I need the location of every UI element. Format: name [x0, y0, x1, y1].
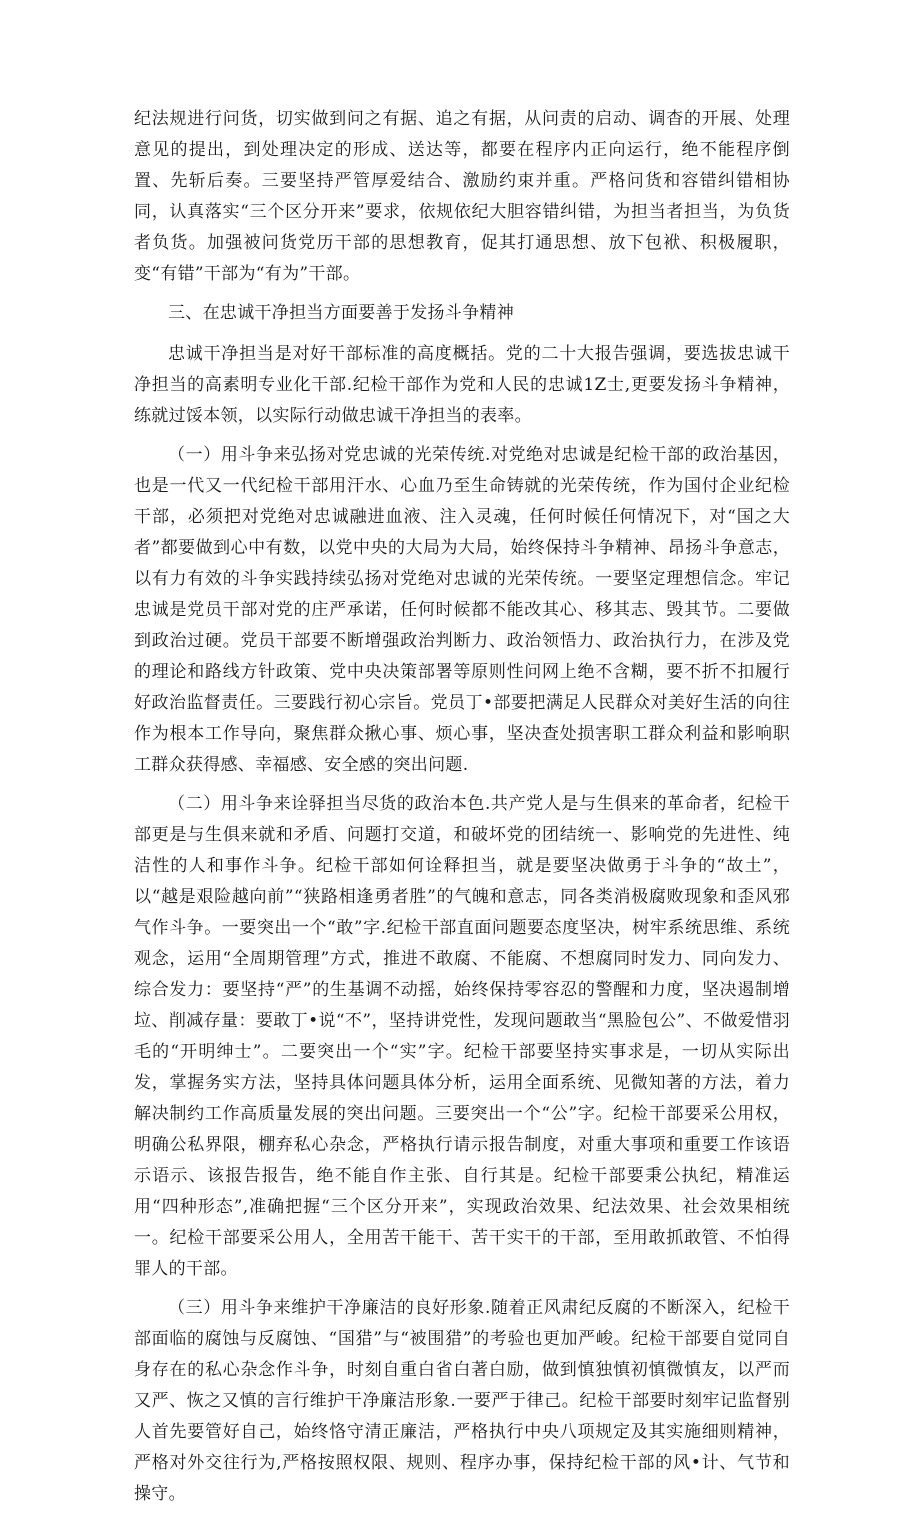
document-page: [134, 104, 790, 1518]
subsection-2-paragraph: （二）用斗争来诠驿担当尽货的政治本色.共产党人是与生俱来的革命者，纪检干部更是与生俱来就和矛盾、问题打交道，和破坏党的团结统一、影响党的先进性、纯洁性的人和事作斗争。纪检干部如何诠释担当，就是要坚决做勇于斗争的“故土”，以“越是艰险越向前”“狭路相逢勇者胜”的气魄和意志，同各类消极腐败现象和歪风邪气作斗争。一要突出一个“敢”字.纪检干部直面问题要态度坚决，树牢系统思维、系统观念，运用“全周期管理”方式，推进不敢腐、不能腐、不想腐同时发力、同向发力、综合发力：要坚持“严”的生基调不动摇，始终保持零容忍的警醒和力度，坚决遏制增垃、削减存量：要敢丁•说“不”，坚持讲党性，发现问题敢当“黑脸包公”、不做爱惜羽毛的“开明绅士”。二要突出一个“实”字。纪检干部要坚持实事求是，一切从实际出发，掌握务实方法，坚持具体问题具体分析，运用全面系统、见微知著的方法，着力解决制约工作高质量发展的突出问题。三要突出一个“公”字。纪检干部要采公用权，明确公私界限，棚弃私心杂念，严格执行请示报告制度，对重大事项和重要工作该语示语示、该报告报告，绝不能自作主张、自行其是。纪检干部要秉公执纪，精准运用“四种形态”,准确把握“三个区分开来”，实现政治效果、纪法效果、社会效果相统一。纪检干部要采公用人，全用苦干能干、苦干实干的干部，至用敢抓敢管、不怕得罪人的干部。: [134, 794, 790, 1279]
continuation-paragraph: 纪法规进行问货，切实做到问之有据、追之有据，从问责的启动、调杳的开展、处理意见的提出，到处理决定的形成、送达等，都要在程序内正向运行，绝不能程序倒置、先斩后奏。三要坚持严管厚爱结合、激励约束并重。严格问货和容错纠错相协同，认真落实“三个区分开来”要求，依规依纪大胆容错纠错，为担当者担当，为负货者负货。加强被问货党历干部的思想教育，促其打通思想、放下包袱、积极履职，变“有错”干部为“有为”干部。: [134, 109, 790, 284]
section-intro-paragraph: 忠诚干净担当是对好干部标准的高度概括。党的二十大报告强调，要选拔忠诚干净担当的高素明专业化干部.纪检干部作为党和人民的忠诚1Z士,更要发扬斗争精神，练就过馁本领，以实际行动做忠诚干净担当的表率。: [134, 344, 790, 426]
subsection-3-paragraph: （三）用斗争来维护干净廉洁的良好形象.随着正风肃纪反腐的不断深入，纪检干部面临的腐蚀与反腐蚀、“国猎”与“被围猎”的考验也更加严峻。纪检干部要自觉同自身存在的私心杂念作斗争，时刻自重白省白著白励，做到慎独慎初慎微慎友，以严而又严、恢之又慎的言行维护干净廉洁形象.一要严于律己。纪检干部要时刻牢记监督别人首先要管好自己，始终恪守清正廉洁，严格执行中央八项规定及其实施细则精神，严格对外交往行为,严格按照权限、规则、程序办事，保持纪检干部的风•计、气节和操守。: [134, 1298, 790, 1504]
subsection-1-paragraph: （一）用斗争来弘扬对党忠诚的光荣传统.对党绝对忠诚是纪检干部的政治基因，也是一代又一代纪检干部用汗水、心血乃至生命铸就的光荣传统，作为国付企业纪检干部，必须把对党绝对忠诚融进血液、注入灵魂，任何时候任何情况下，对“国之大者”都要做到心中有数，以党中央的大局为大局，始终保持斗争精神、昂扬斗争意志，以有力有效的斗争实践持续弘扬对党绝对忠诚的光荣传统。一要坚定理想信念。牢记忠诚是党员干部对党的庄严承诺，任何时候都不能改其心、移其志、毁其节。二要做到政治过硬。党员干部要不断增强政治判断力、政治领悟力、政治执行力，在涉及党的理论和路线方针政策、党中央决策部署等原则性问网上绝不含糊，要不折不扣履行好政治监督责任。三要践行初心宗旨。党员丁•部要把满足人民群众对美好生活的向往作为根本工作导向，聚焦群众揪心事、烦心事，坚决查处损害职工群众利益和影响职工群众获得感、幸福感、安全感的突出问题.: [134, 445, 790, 775]
section-heading: 三、在忠诚干净担当方面要善于发扬斗争精神: [168, 303, 514, 323]
